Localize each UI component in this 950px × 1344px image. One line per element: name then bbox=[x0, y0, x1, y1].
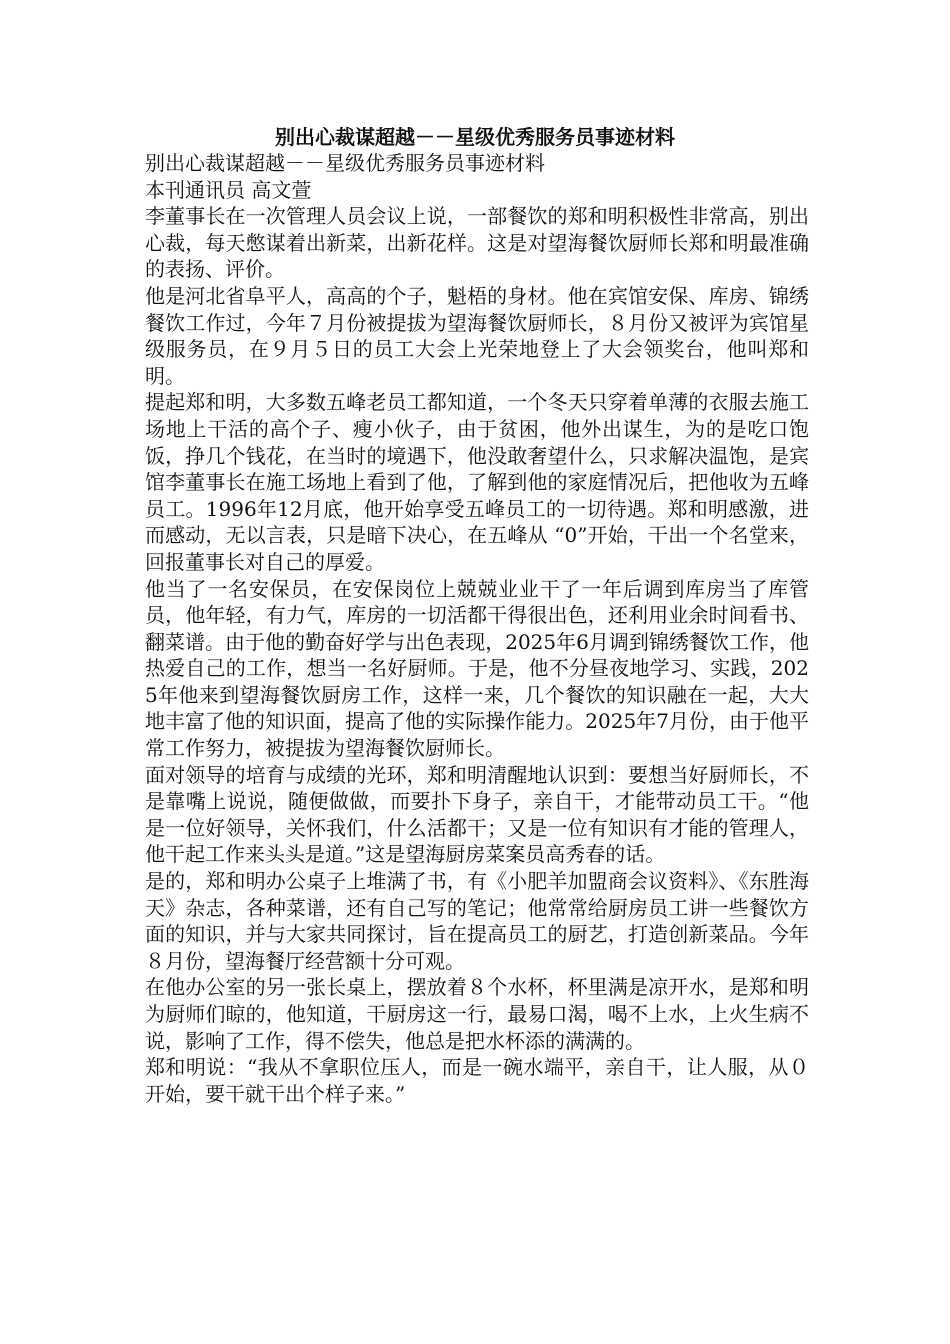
subtitle-line: 别出心裁谋超越－－星级优秀服务员事迹材料 bbox=[145, 151, 545, 175]
body-paragraph: 他是河北省阜平人，高高的个子，魁梧的身材。他在宾馆安保、库房、锦绣餐饮工作过，今年７月份被提拔为望海餐饮厨师长，８月份又被评为宾馆星级服务员，在９月５日的员工大会上光荣地登上了大会领奖台，他叫郑和明。 bbox=[145, 283, 809, 388]
byline: 本刊通讯员 高文萱 bbox=[145, 177, 312, 202]
body-paragraph: 是的，郑和明办公桌子上堆满了书，有《小肥羊加盟商会议资料》、《东胜海天》杂志，各种菜谱，还有自己写的笔记；他常常给厨房员工讲一些餐饮方面的知识，并与大家共同探讨，旨在提高员工的厨艺，打造创新菜品。今年８月份，望海餐厅经营额十分可观。 bbox=[145, 869, 809, 973]
body-paragraph: 郑和明说：“我从不拿职位压人，而是一碗水端平，亲自干，让人服，从０开始，要干就干出个样子来。” bbox=[145, 1055, 809, 1106]
body-paragraph: 面对领导的培育与成绩的光环，郑和明清醒地认识到：要想当好厨师长，不是靠嘴上说说，随便做做，而要扑下身子，亲自干，才能带动员工干。“他是一位好领导，关怀我们，什么活都干；又是一位有知识有才能的管理人，他干起工作来头头是道。”这是望海厨房菜案员高秀春的话。 bbox=[145, 762, 809, 867]
document-body bbox=[145, 150, 809, 1107]
body-paragraph: 他当了一名安保员，在安保岗位上兢兢业业干了一年后调到库房当了库管员，他年轻，有力气，库房的一切活都干得很出色，还利用业余时间看书、翻菜谱。由于他的勤奋好学与出色表现，2025年6月调到锦绣餐饮工作，他热爱自己的工作，想当一名好厨师。于是，他不分昼夜地学习、实践，2025年他来到望海餐饮厨房工作，这样一来，几个餐饮的知识融在一起，大大地丰富了他的知识面，提高了他的实际操作能力。2025年7月份，由于他平常工作努力，被提拔为望海餐饮厨师长。 bbox=[145, 576, 809, 761]
body-paragraph: 李董事长在一次管理人员会议上说，一部餐饮的郑和明积极性非常高，别出心裁，每天憋谋着出新菜，出新花样。这是对望海餐饮厨师长郑和明最准确的表扬、评价。 bbox=[145, 204, 809, 282]
document-title: 别出心裁谋超越－－星级优秀服务员事迹材料 bbox=[275, 125, 675, 149]
body-paragraph: 提起郑和明，大多数五峰老员工都知道，一个冬天只穿着单薄的衣服去施工场地上干活的高个子、瘦小伙子，由于贫困，他外出谋生，为的是吃口饱饭，挣几个钱花，在当时的境遇下，他没敢奢望什么，只求解决温饱，是宾馆李董事长在施工场地上看到了他，了解到他的家庭情况后，把他收为五峰员工。1996年12月底，他开始享受五峰员工的一切待遇。郑和明感激，进而感动，无以言表，只是暗下决心，在五峰从 “0”开始，干出一个名堂来，回报董事长对自己的厚爱。 bbox=[145, 390, 809, 574]
body-paragraph: 在他办公室的另一张长桌上，摆放着８个水杯，杯里满是凉开水，是郑和明为厨师们晾的，他知道，干厨房这一行，最易口渴，喝不上水，上火生病不说，影响了工作，得不偿失，他总是把水杯添的满满的。 bbox=[145, 975, 809, 1053]
